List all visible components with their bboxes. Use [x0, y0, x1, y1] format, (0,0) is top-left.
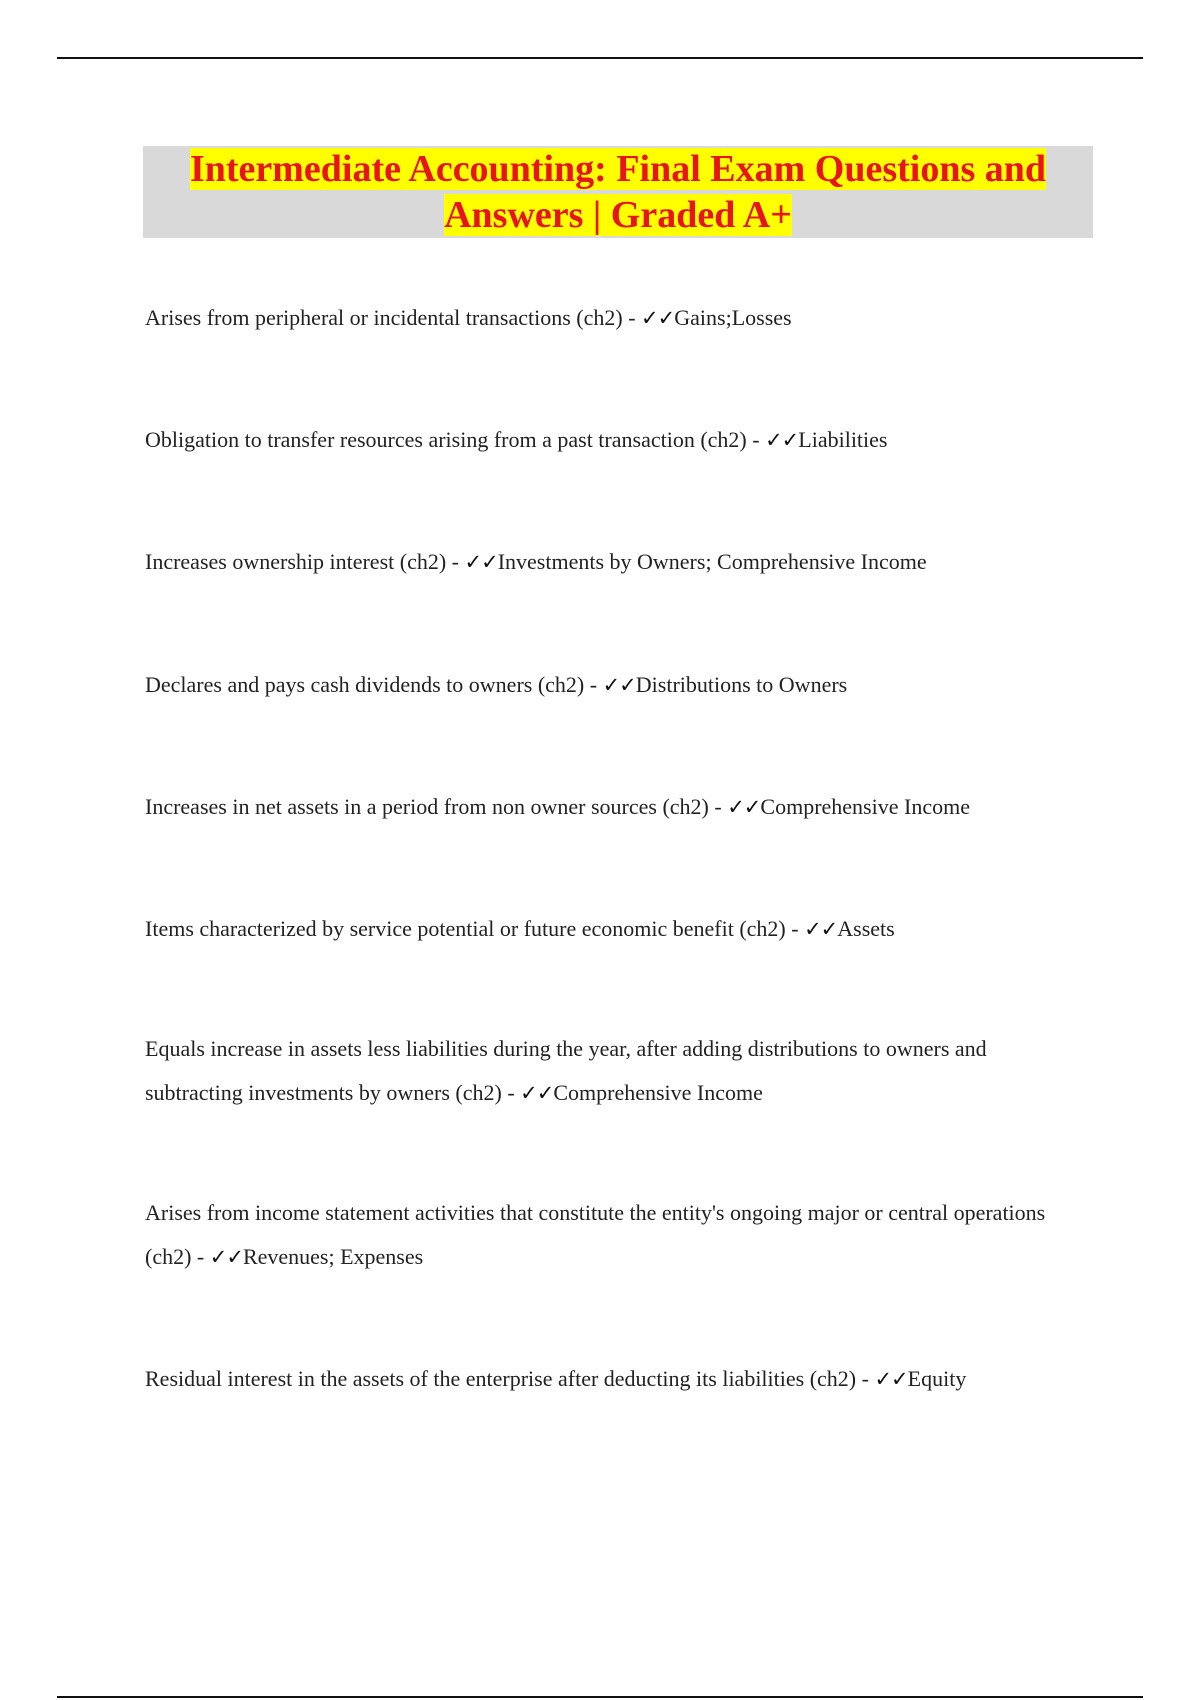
qa-item-1	[145, 296, 1085, 340]
double-check-icon: ✓✓	[727, 795, 761, 819]
answer-text: Comprehensive Income	[553, 1080, 763, 1105]
separator: -	[785, 916, 805, 941]
question-text: Items characterized by service potential or future economic benefit (ch2)	[145, 916, 786, 941]
title-line-2: Answers | Graded A+	[444, 194, 792, 236]
qa-item-4	[145, 663, 1085, 707]
double-check-icon: ✓✓	[602, 673, 636, 697]
answer-text: Assets	[837, 916, 895, 941]
qa-item-9	[145, 1357, 1085, 1401]
qa-item-5	[145, 785, 1085, 829]
double-check-icon: ✓✓	[874, 1367, 908, 1391]
qa-item-7	[145, 1027, 1085, 1115]
question-text: Increases ownership interest (ch2)	[145, 549, 447, 574]
double-check-icon: ✓✓	[520, 1081, 554, 1105]
double-check-icon: ✓✓	[209, 1245, 243, 1269]
qa-item-3	[145, 540, 1085, 584]
qa-item-8	[145, 1191, 1085, 1279]
answer-text: Liabilities	[798, 427, 888, 452]
answer-text: Equity	[907, 1366, 967, 1391]
qa-item-6	[145, 907, 1085, 951]
double-check-icon: ✓✓	[641, 306, 675, 330]
separator: -	[746, 427, 766, 452]
separator: -	[446, 549, 465, 574]
double-check-icon: ✓✓	[765, 428, 799, 452]
question-text: Increases in net assets in a period from non owner sources (ch2)	[145, 794, 709, 819]
title-banner	[143, 146, 1093, 238]
separator: -	[856, 1366, 875, 1391]
answer-text: Comprehensive Income	[760, 794, 970, 819]
separator: -	[622, 305, 642, 330]
answer-text: Distributions to Owners	[635, 672, 848, 697]
bottom-rule	[57, 1696, 1143, 1698]
separator: -	[708, 794, 728, 819]
question-text: Declares and pays cash dividends to owners (ch2)	[145, 672, 585, 697]
answer-text: Revenues; Expenses	[242, 1244, 424, 1269]
document-title	[190, 146, 1046, 238]
question-text: Arises from peripheral or incidental transactions (ch2)	[145, 305, 623, 330]
double-check-icon: ✓✓	[804, 917, 838, 941]
answer-text: Gains;Losses	[674, 305, 792, 330]
question-text: Obligation to transfer resources arising from a past transaction (ch2)	[145, 427, 747, 452]
separator: -	[584, 672, 603, 697]
top-rule	[57, 57, 1143, 59]
double-check-icon: ✓✓	[464, 550, 498, 574]
qa-item-2	[145, 418, 1085, 462]
separator: -	[191, 1244, 210, 1269]
title-line-1: Intermediate Accounting: Final Exam Questions and	[189, 148, 1047, 190]
question-text: Equals increase in assets less liabilities during the year, after adding distributions to owners and subtracting investments by owners (ch2)	[145, 1036, 987, 1105]
answer-text: Investments by Owners; Comprehensive Income	[497, 549, 927, 574]
question-text: Arises from income statement activities that constitute the entity's ongoing major or central operations (ch2)	[145, 1200, 1046, 1269]
question-text: Residual interest in the assets of the enterprise after deducting its liabilities (ch2)	[145, 1366, 857, 1391]
separator: -	[501, 1080, 521, 1105]
